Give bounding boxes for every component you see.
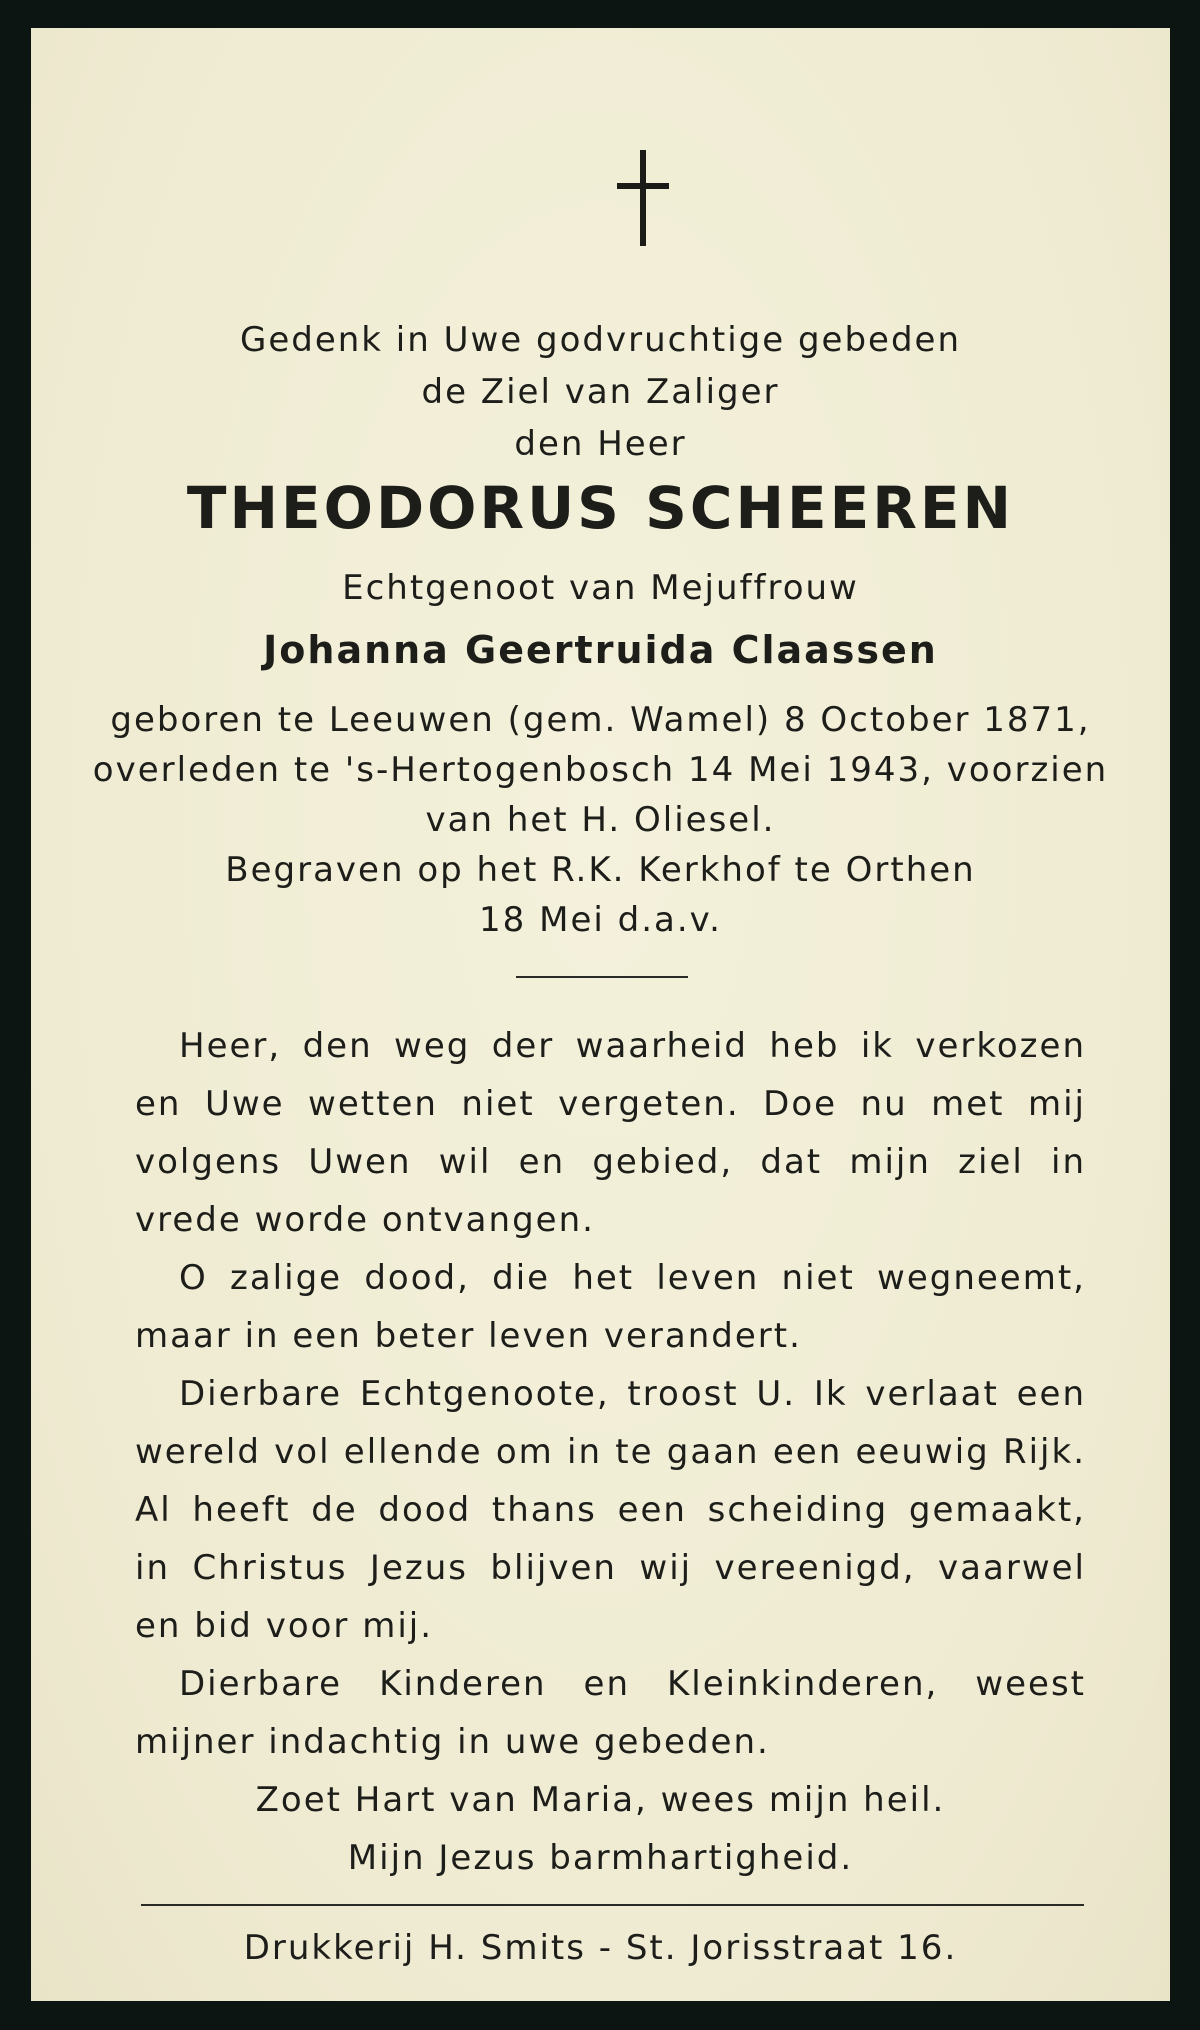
prayer-line-1: Zoet Hart van Maria, wees mijn heil. (255, 1780, 946, 1820)
verse-p3-line-2: wereld vol ellende om in te gaan een eeuwig Rijk. (135, 1432, 1086, 1472)
verse-p3-line-3: Al heeft de dood thans een scheiding gemaakt, (135, 1490, 1086, 1530)
spouse-intro: Echtgenoot van Mejuffrouw (342, 568, 859, 608)
section-divider (516, 976, 688, 978)
verse-p1-line-4: vrede worde ontvangen. (135, 1200, 595, 1240)
bio-line-5: 18 Mei d.a.v. (479, 900, 722, 940)
verse-p1-line-3: volgens Uwen wil en gebied, dat mijn ziel in (135, 1142, 1086, 1182)
verse-p4-line-1: Dierbare Kinderen en Kleinkinderen, weest (179, 1664, 1086, 1704)
verse-p3-line-1: Dierbare Echtgenoote, troost U. Ik verlaat een (179, 1374, 1086, 1414)
intro-line-2: de Ziel van Zaliger (421, 372, 780, 412)
intro-line-1: Gedenk in Uwe godvruchtige gebeden (239, 320, 962, 360)
bio-line-2: overleden te 's-Hertogenbosch 14 Mei 1943, voorzien (92, 750, 1109, 790)
bio-line-4: Begraven op het R.K. Kerkhof te Orthen (225, 850, 976, 890)
bio-line-1: geboren te Leeuwen (gem. Wamel) 8 October 1871, (110, 700, 1091, 740)
verse-p2-line-2: maar in een beter leven verandert. (135, 1316, 802, 1356)
verse-p1-line-2: en Uwe wetten niet vergeten. Doe nu met mij (135, 1084, 1086, 1124)
intro-line-3: den Heer (514, 424, 687, 464)
footer-divider (141, 1904, 1084, 1906)
memorial-card (31, 28, 1170, 2001)
prayer-line-2: Mijn Jezus barmhartigheid. (347, 1838, 854, 1878)
printer-credit: Drukkerij H. Smits - St. Jorisstraat 16. (243, 1928, 958, 1968)
verse-p3-line-5: en bid voor mij. (135, 1606, 434, 1646)
spouse-name: Johanna Geertruida Claassen (263, 628, 938, 672)
cross-icon (617, 150, 669, 246)
verse-p2-line-1: O zalige dood, die het leven niet wegneemt, (179, 1258, 1086, 1298)
verse-p3-line-4: in Christus Jezus blijven wij vereenigd, vaarwel (135, 1548, 1086, 1588)
verse-p4-line-2: mijner indachtig in uwe gebeden. (135, 1722, 770, 1762)
bio-line-3: van het H. Oliesel. (425, 800, 776, 840)
deceased-name: THEODORUS SCHEEREN (186, 474, 1015, 542)
verse-p1-line-1: Heer, den weg der waarheid heb ik verkozen (179, 1026, 1086, 1066)
